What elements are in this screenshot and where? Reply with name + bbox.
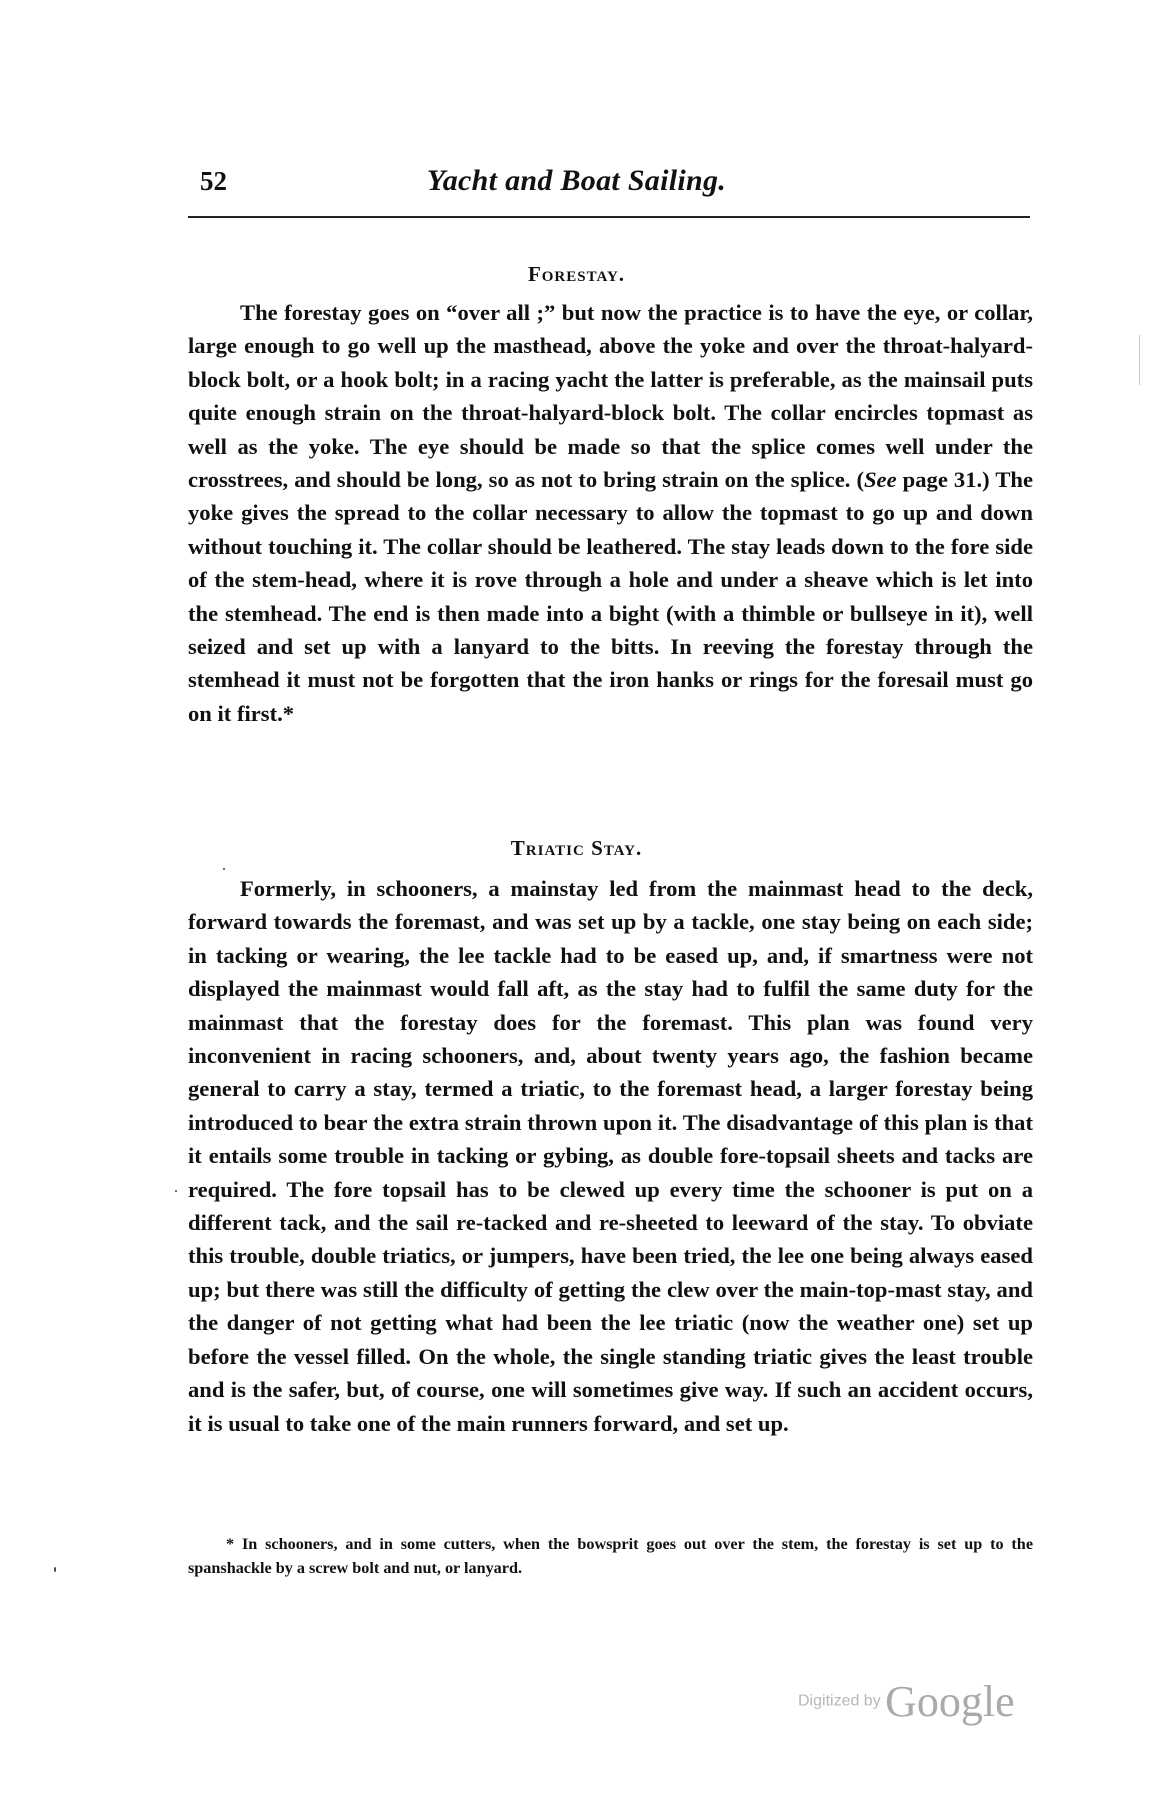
watermark-prefix: Digitized by [798,1692,881,1710]
text-run: deck, forward towards the foremast, and was set up by a tackle, one stay [188,876,1033,935]
text-run: to allow the topmast to go up and down without touching it. The collar [188,500,1033,559]
text-run: (now the weather one) set up before the vessel filled. On the whole, [188,1310,1033,1369]
text-run: but there was still the difficulty of getting the clew over the main-top- [226,1276,896,1302]
text-run: up, and, if smartness were not displayed the mainmast would fall aft, as the [188,942,1034,1002]
text-run: mast stay, and the danger of not getting what had been the lee triatic [188,1276,1033,1336]
text-run: page 31.) The yoke gives the spread to the collar necessary [188,467,1034,526]
text-run: to bear the extra strain thrown upon it. The disadvantage of this plan is [298,1109,989,1135]
text-run: yoke. The eye should be made so that the splice comes well under [308,433,993,459]
paragraph-forestay [188,296,1033,730]
text-run: Formerly, in schooners, a mainstay led from the mainmast head to the [240,876,972,901]
text-run: and re-sheeted to leeward of the stay. To obviate this trouble, double [188,1210,1033,1269]
footnote-text: In schooners, and in some cutters, when the bowsprit goes out over the stem, the forestay is set up to the spanshackle by a screw bolt and nut, or lanyard. [188,1535,1033,1577]
header-rule [188,216,1030,218]
section-heading-forestay: Forestay. [527,262,626,286]
text-run: eye, or collar, large enough to go well up the masthead, above the yoke and [188,300,1033,359]
text-run: In reeving the forestay through the stemhead it must not be forgotten [188,634,1033,693]
text-run: should be leathered. The stay leads down to the fore side of the stem- [188,533,1033,593]
text-run: every time the schooner is put on a different tack, and the sail re-tacked [188,1176,1033,1236]
paragraph-triatic-stay [188,872,1033,1440]
page-number: 52 [200,166,227,196]
text-run: usual to take one of the main runners forward, and set up. [228,1410,789,1436]
text-run: latter is preferable, as the mainsail puts quite enough strain on the [188,366,1033,426]
digitized-watermark [798,1676,1015,1727]
footnote [188,1532,1033,1580]
text-run: over the throat-halyard-block bolt, or a hook bolt; in a racing yacht the [188,333,1034,392]
text-run: the foremast. This plan was found very inconvenient in racing schooners, [188,1009,1033,1069]
text-run: or bullseye in it), well seized and set up with a lanyard to the bitts. [188,600,1033,660]
text-run: stay had to fulfil the same duty for the mainmast that the forestay does for [188,976,1033,1035]
text-run: the single standing triatic gives the least trouble and is the safer, but, [188,1343,1033,1403]
text-run: The forestay goes on “over all ;” but now the practice is to have the [240,300,897,325]
text-run: the crosstrees, and should be long, so as not to bring strain on the [188,433,1033,493]
text-run: that it entails some trouble in tacking or gybing, as double fore-topsail [188,1109,1033,1169]
running-title: Yacht and Boat Sailing. [426,164,727,197]
footnote-marker: * [226,1535,235,1553]
text-run: and, about twenty years ago, the fashion became general to carry a stay, [188,1043,1034,1102]
scan-speck [223,868,225,870]
italic-reference: See [863,467,897,493]
scan-edge-mark [1139,335,1140,385]
text-run: sheets and tacks are required. The fore topsail has to be clewed up [188,1143,1033,1202]
text-run: that the iron hanks or rings for the foresail must go on it first.* [188,667,1033,726]
section-heading-triatic-stay: Triatic Stay. [510,836,643,860]
google-logo: Google [885,1677,1015,1726]
text-run: throat-halyard-block bolt. The collar encircles topmast as well as the [188,400,1033,459]
text-run: being on each side; in tacking or wearing, the lee tackle had to be eased [188,909,1034,968]
scan-speck [54,1567,56,1572]
scan-speck [175,1190,177,1192]
text-run: triatics, or jumpers, have been tried, the lee one being always eased up; [188,1243,1033,1302]
text-run: splice. ( [790,467,864,493]
text-run: termed a triatic, to the foremast head, a larger forestay being introduced [188,1076,1033,1135]
text-run: head, where it is rove through a hole and under a sheave which is let [304,567,988,593]
text-run: into the stemhead. The end is then made into a bight (with a thimble [188,567,1033,626]
text-run: of course, one will sometimes give way. If such an accident occurs, it is [188,1377,1033,1436]
